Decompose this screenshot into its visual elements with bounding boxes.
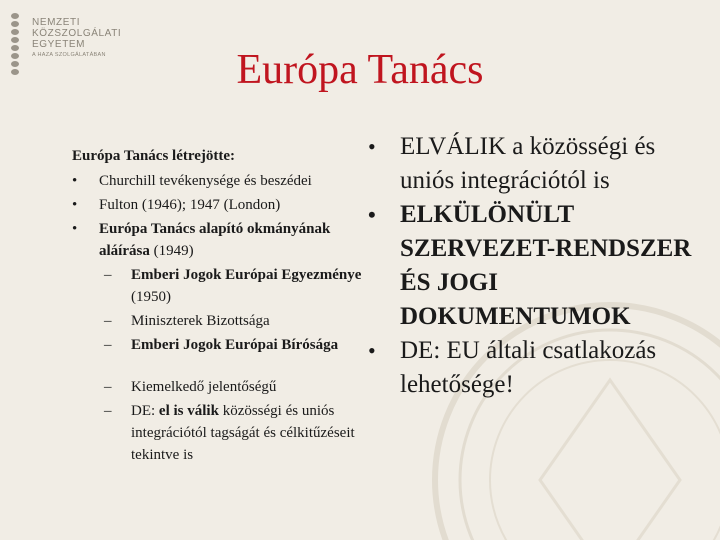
dash-icon: – — [104, 337, 112, 353]
slide-title: Európa Tanács — [236, 47, 484, 93]
list-item — [368, 334, 708, 402]
right-column — [368, 130, 708, 402]
sub-list-item — [72, 400, 372, 466]
list-item — [368, 198, 708, 334]
bullet-icon: • — [72, 173, 78, 189]
dash-icon: – — [104, 403, 112, 419]
item-text: DE: EU általi csatlakozás lehetősége! — [400, 337, 657, 398]
item-text: (1949) — [149, 243, 194, 259]
item-text-bold: Emberi Jogok Európai Bírósága — [131, 337, 339, 353]
sub-list-item — [72, 334, 372, 356]
list-item — [72, 194, 372, 216]
list-item — [368, 130, 708, 198]
list-item — [72, 218, 372, 262]
item-text: Churchill tevékenysége és beszédei — [99, 173, 312, 189]
logo-line-4: A HAZA SZOLGÁLATÁBAN — [32, 52, 106, 58]
sub-list-item — [72, 264, 372, 308]
dash-icon: – — [104, 379, 112, 395]
bullet-icon: • — [72, 197, 78, 213]
item-text: közösségi és uniós integrációtól tagságát és célkitűzéseit tekintve is — [131, 403, 355, 463]
left-column — [72, 145, 372, 468]
item-text: ELVÁLIK a közösségi és uniós integrációtól is — [400, 133, 656, 194]
logo-line-3: EGYETEM — [32, 39, 86, 50]
dash-icon: – — [104, 313, 112, 329]
item-text: (1950) — [131, 289, 171, 305]
bullet-icon: • — [368, 338, 376, 363]
dash-icon: – — [104, 267, 112, 283]
spacer — [72, 358, 372, 376]
item-text-bold: Emberi Jogok Európai Egyezménye — [131, 267, 362, 283]
item-text-bold: el is válik — [158, 403, 219, 419]
item-text-bold: Európa Tanács alapító okmányának aláírása — [99, 221, 331, 259]
item-text: DE: — [131, 403, 159, 419]
left-heading: Európa Tanács létrejötte: — [72, 148, 236, 164]
bullet-icon: • — [368, 202, 376, 227]
sub-list-item — [72, 310, 372, 332]
item-text: Kiemelkedő jelentőségű — [131, 379, 277, 395]
item-text: Miniszterek Bizottsága — [131, 313, 270, 329]
bullet-icon: • — [72, 221, 78, 237]
logo-line-1: NEMZETI — [32, 17, 81, 28]
item-text: Fulton (1946); 1947 (London) — [99, 197, 281, 213]
list-item — [72, 170, 372, 192]
item-text: ELKÜLÖNÜLT SZERVEZET-RENDSZER ÉS JOGI DOKUMENTUMOK — [400, 201, 692, 330]
logo-line-2: KÖZSZOLGÁLATI — [32, 28, 122, 39]
sub-list-item — [72, 376, 372, 398]
bullet-icon: • — [368, 134, 376, 159]
